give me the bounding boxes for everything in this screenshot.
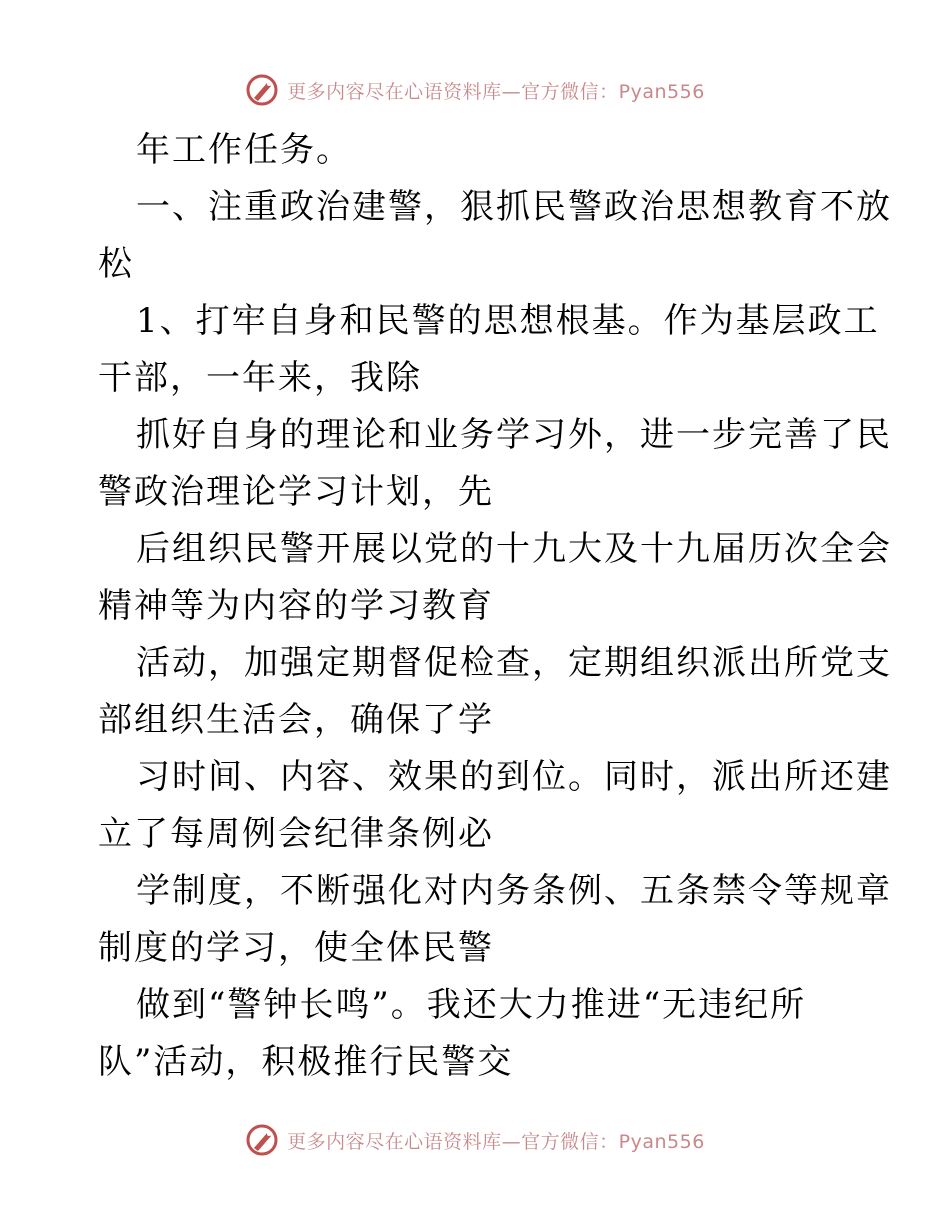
- text-line-13: 立了每周例会纪律条例必: [98, 814, 494, 854]
- watermark-text: 更多内容尽在心语资料库—官方微信：Pyan556: [287, 80, 705, 103]
- text-line-7: 警政治理论学习计划，先: [98, 472, 494, 512]
- text-line-1: 年工作任务。: [136, 130, 352, 170]
- text-line-10: 活动，加强定期督促检查，定期组织派出所党支: [136, 643, 892, 683]
- text-line-15: 制度的学习，使全体民警: [98, 928, 494, 968]
- text-line-6: 抓好自身的理论和业务学习外，进一步完善了民: [136, 415, 892, 455]
- pen-logo-icon: [245, 73, 279, 107]
- pen-logo-icon: [245, 1123, 279, 1157]
- document-body: [98, 122, 892, 1091]
- text-line-16: 做到“警钟长鸣”。我还大力推进“无违纪所: [136, 985, 807, 1025]
- watermark-text: 更多内容尽在心语资料库—官方微信：Pyan556: [287, 1130, 705, 1153]
- text-line-3: 松: [98, 244, 134, 284]
- header-watermark: [0, 70, 950, 110]
- text-line-17: 队”活动，积极推行民警交: [98, 1042, 514, 1082]
- text-line-5: 干部，一年来，我除: [98, 358, 422, 398]
- text-line-11: 部组织生活会，确保了学: [98, 700, 494, 740]
- text-line-8: 后组织民警开展以党的十九大及十九届历次全会: [136, 529, 892, 569]
- text-line-9: 精神等为内容的学习教育: [98, 586, 494, 626]
- footer-watermark: [0, 1120, 950, 1160]
- text-line-4: 1、打牢自身和民警的思想根基。作为基层政工: [136, 301, 880, 341]
- text-line-12: 习时间、内容、效果的到位。同时，派出所还建: [136, 757, 892, 797]
- text-line-2: 一、注重政治建警，狠抓民警政治思想教育不放: [136, 187, 892, 227]
- text-line-14: 学制度，不断强化对内务条例、五条禁令等规章: [136, 871, 892, 911]
